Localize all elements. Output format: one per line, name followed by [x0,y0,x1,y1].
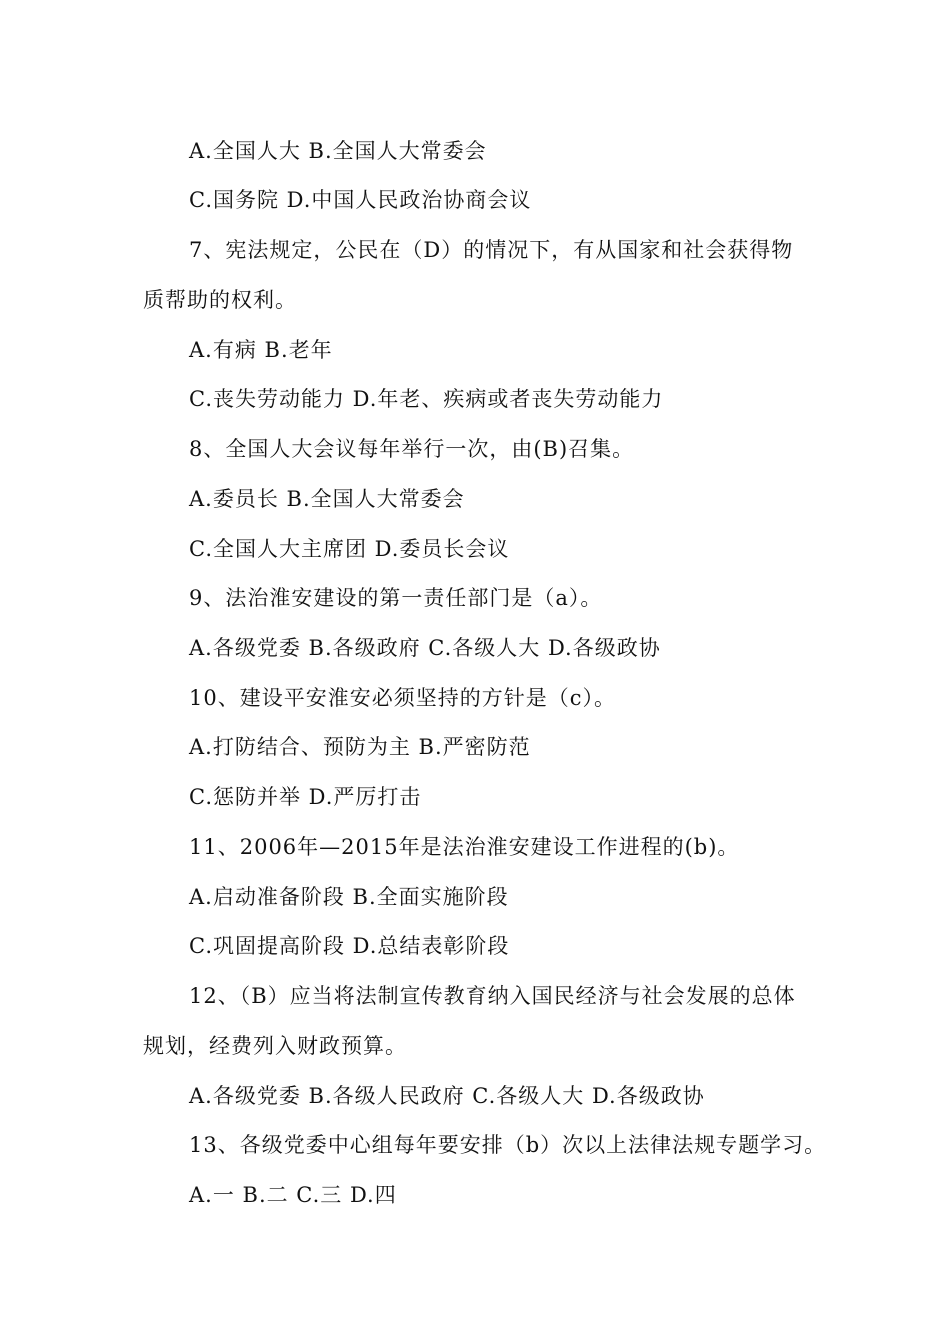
q8-options-cd: C.全国人大主席团 D.委员长会议 [189,537,510,561]
q12-options: A.各级党委 B.各级人民政府 C.各级人大 D.各级政协 [189,1084,705,1108]
q12-stem-line2: 规划，经费列入财政预算。 [143,1034,407,1058]
q11-options-cd: C.巩固提高阶段 D.总结表彰阶段 [189,934,510,958]
q6-options-ab: A.全国人大 B.全国人大常委会 [189,139,487,163]
q13-options: A.一 B.二 C.三 D.四 [189,1183,397,1207]
q12-stem-line1: 12、（B）应当将法制宣传教育纳入国民经济与社会发展的总体 [189,984,796,1008]
q10-options-cd: C.惩防并举 D.严厉打击 [189,785,422,809]
q10-stem: 10、建设平安淮安必须坚持的方针是（c）。 [189,686,616,710]
q8-options-ab: A.委员长 B.全国人大常委会 [189,487,465,511]
q7-stem-line1: 7、宪法规定，公民在（D）的情况下，有从国家和社会获得物 [189,238,794,262]
q7-options-cd: C.丧失劳动能力 D.年老、疾病或者丧失劳动能力 [189,387,664,411]
q11-stem: 11、2006年—2015年是法治淮安建设工作进程的(b)。 [189,835,740,859]
q7-stem-line2: 质帮助的权利。 [143,288,297,312]
q7-options-ab: A.有病 B.老年 [189,338,333,362]
q10-options-ab: A.打防结合、预防为主 B.严密防范 [189,735,531,759]
q8-stem: 8、全国人大会议每年举行一次，由(B)召集。 [189,437,635,461]
q9-stem: 9、法治淮安建设的第一责任部门是（a）。 [189,586,603,610]
q13-stem: 13、各级党委中心组每年要安排（b）次以上法律法规专题学习。 [189,1133,827,1157]
q9-options: A.各级党委 B.各级政府 C.各级人大 D.各级政协 [189,636,661,660]
q11-options-ab: A.启动准备阶段 B.全面实施阶段 [189,885,509,909]
q6-options-cd: C.国务院 D.中国人民政治协商会议 [189,188,532,212]
